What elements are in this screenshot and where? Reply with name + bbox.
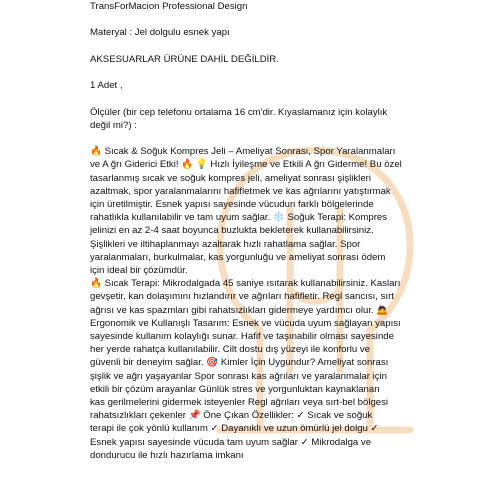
body-line: etkili bir çözüm arayanlar Günlük stres ve yorgunluktan kaynaklanan [90, 383, 380, 395]
body-line: 🔥 Sıcak & Soğuk Kompres Jeli – Ameliyat Sonrası, Spor Yaralanmaları [90, 146, 396, 158]
body-line: için üretilmiştir. Esnek yapısı sayesinde vücudun farklı bölgelerinde [90, 198, 374, 210]
body-line: rahatsızlıkları çekenler 📌 Öne Çıkan Özellikler: ✓ Sıcak ve soğuk [90, 410, 373, 422]
body-line: yaralanmaları, burkulmalar, kas yorgunluğu ve ameliyat sonrası ödem [90, 251, 386, 263]
body-line: tasarlanmış sıcak ve soğuk kompres jeli, ameliyat sonrası şişlikleri [90, 172, 371, 184]
body-line: Ergonomik ve Kullanışlı Tasarım: Esnek ve vücuda uyum sağlayan yapısı [90, 317, 401, 329]
body-line: Şişlikleri ve iltihaplanmayı azaltarak hızlı rahatlama sağlar. Spor [90, 238, 361, 250]
body-line: her yerde rahatça kullanılabilir. Cilt dostu dış yüzeyi ile konforlu ve [90, 344, 370, 356]
description-body [90, 145, 488, 462]
body-line: şişlik ve ağrı yaşayanlar Spor sonrası kas ağrıları ve yaralanmalar için [90, 370, 387, 382]
body-line: sayesinde kullanım kolaylığı sunar. Hafif ve taşınabilir olması sayesinde [90, 331, 394, 342]
body-line: Esnek yapısı sayesinde vücuda tam uyum sağlar ✓ Mikrodalga ve [90, 436, 372, 448]
body-line: terapi ile çok yönlü kullanım ✓ Dayanıklı ve uzun ömürlü jel dolgu ✓ [90, 423, 379, 435]
body-line: dondurucu ile hızlı hazırlama imkanı [90, 449, 244, 461]
body-line: gevşetir, kan dolaşımını hızlandırır ve ağrıları hafifletir. Regl sancısı, sırt [90, 291, 394, 303]
size-line: Ölçüler (bir cep telefonu ortalama 16 cm'dir. Kıyaslamanız için kolaylık [90, 106, 388, 118]
body-line: ağrısı ve kas spazmları gibi rahatsızlıkları gidermeye yardımcı olur. 🙇 [90, 304, 389, 316]
body-line: ve A ğrı Giderici Etki! 🔥 💡 Hızlı İyileşme ve Etkili A ğrı Giderme! Bu özel [90, 159, 402, 171]
body-line: jelinizi en az 2-4 saat boyunca buzlukta bekleterek kullanabilirsiniz. [90, 225, 374, 237]
brand-name: TransForMacion Professional Design [90, 1, 248, 12]
body-line: azaltmak, spor yaralanmalarını hafifletmek ve kas ağrılarını yatıştırmak [90, 185, 391, 197]
accessories-notice: AKSESUARLAR ÜRÜNE DAHİL DEĞİLDİR. [90, 53, 279, 65]
body-line: için ideal bir çözümdür. [90, 264, 188, 276]
size-line: değil mi?) : [90, 119, 137, 131]
material-line: Materyal : Jel dolgulu esnek yapı [90, 27, 230, 39]
body-line: 🔥 Sıcak Terapi: Mikrodalgada 45 saniye ısıtarak kullanabilirsiniz. Kasları [90, 278, 401, 290]
quantity-line: 1 Adet , [90, 80, 123, 92]
body-line: kas gerilmelerini gidermek isteyenler Regl ağrıları veya sırt-bel bölgesi [90, 397, 389, 409]
body-line: güvenli bir deneyim sağlar. 🎯 Kimler İçin Uygundur? Ameliyat sonrası [90, 357, 389, 369]
body-line: rahatlıkla kullanılabilir ve tam uyum sağlar. ❄️ Soğuk Terapi: Kompres [90, 212, 388, 224]
